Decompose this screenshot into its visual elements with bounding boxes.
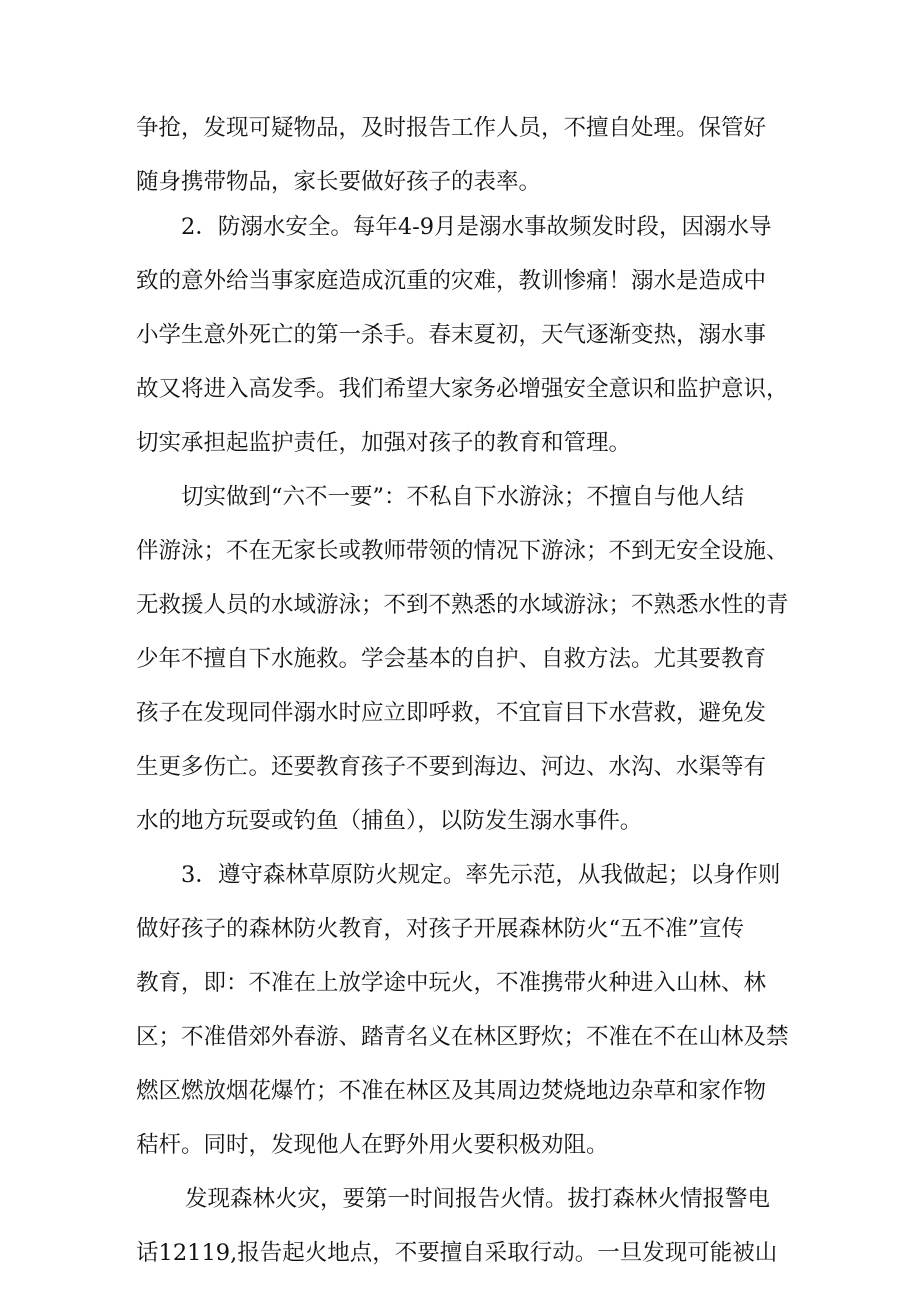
- text-line: 小学生意外死亡的第一杀手。春末夏初，天气逐渐变热，溺水事: [136, 322, 767, 348]
- text-line: 切实承担起监护责任，加强对孩子的教育和管理。: [136, 430, 632, 456]
- text-line: 随身携带物品，家长要做好孩子的表率。: [136, 169, 542, 195]
- text-line: 切实做到“六不一要”：不私自下水游泳；不擅自与他人结: [181, 484, 745, 510]
- text-line: 生更多伤亡。还要教育孩子不要到海边、河边、水沟、水渠等有: [136, 754, 767, 780]
- text-line: 伴游泳；不在无家长或教师带领的情况下游泳；不到无安全设施、: [136, 538, 789, 564]
- text-line: 2．防溺水安全。每年4-9月是溺水事故频发时段，因溺水导: [181, 214, 772, 240]
- text-line: 致的意外给当事家庭造成沉重的灾难，教训惨痛！溺水是造成中: [136, 268, 767, 294]
- text-line: 秸杆。同时，发现他人在野外用火要积极劝阻。: [136, 1132, 609, 1158]
- text-line: 教育，即：不准在上放学途中玩火，不准携带火种进入山林、林: [136, 970, 767, 996]
- text-line: 无救援人员的水域游泳；不到不熟悉的水域游泳；不熟悉水性的青: [136, 592, 789, 618]
- text-line: 话12119,报告起火地点，不要擅自采取行动。一旦发现可能被山: [136, 1240, 778, 1266]
- text-line: 发现森林火灾，要第一时间报告火情。拔打森林火情报警电: [185, 1186, 771, 1212]
- text-line: 水的地方玩耍或钓鱼（捕鱼），以防发生溺水事件。: [136, 808, 643, 834]
- text-line: 燃区燃放烟花爆竹；不准在林区及其周边焚烧地边杂草和家作物: [136, 1078, 767, 1104]
- text-line: 争抢，发现可疑物品，及时报告工作人员，不擅自处理。保管好: [136, 115, 767, 141]
- text-line: 做好孩子的森林防火教育，对孩子开展森林防火“五不准”宣传: [136, 916, 745, 942]
- text-line: 故又将进入高发季。我们希望大家务必增强安全意识和监护意识，: [136, 376, 789, 402]
- text-line: 区；不准借郊外春游、踏青名义在林区野炊；不准在不在山林及禁: [136, 1024, 789, 1050]
- text-line: 少年不擅自下水施救。学会基本的自护、自救方法。尤其要教育: [136, 646, 767, 672]
- text-line: 3．遵守森林草原防火规定。率先示范，从我做起；以身作则: [181, 862, 781, 888]
- text-line: 孩子在发现同伴溺水时应立即呼救，不宜盲目下水营救，避免发: [136, 700, 767, 726]
